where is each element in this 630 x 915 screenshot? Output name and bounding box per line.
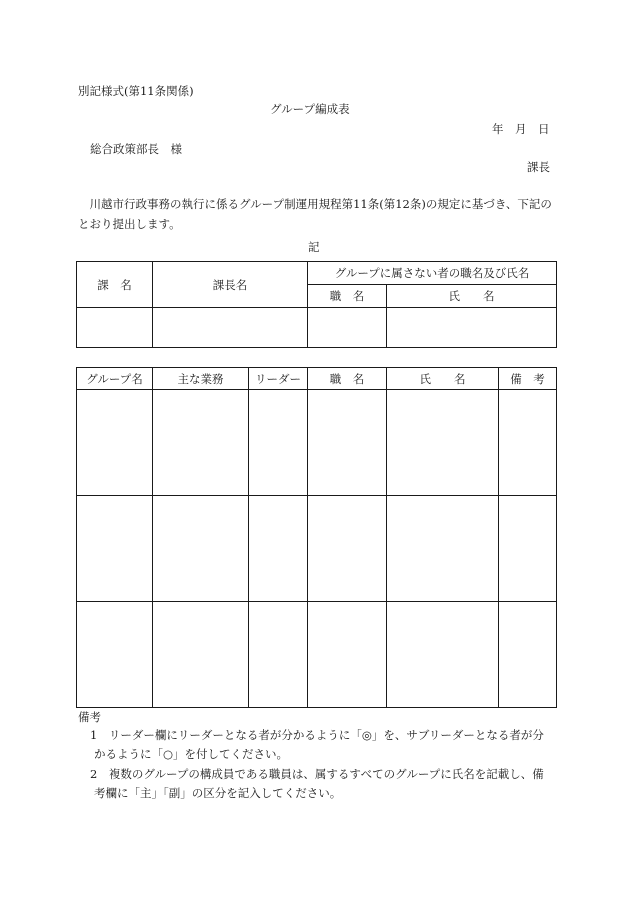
header-chief: 課長名: [153, 262, 308, 308]
header-leader: リーダー: [249, 368, 308, 390]
note-item-2-cont: 考欄に「主」「副」の区分を記入してください。: [94, 786, 342, 800]
table-cell: [153, 602, 249, 708]
table-cell: [308, 390, 387, 496]
header-main-duties: 主な業務: [153, 368, 249, 390]
cell-section: [77, 308, 153, 348]
header-position: 職 名: [308, 285, 387, 308]
header-name: 氏 名: [387, 368, 499, 390]
header-position: 職 名: [308, 368, 387, 390]
table-row: [77, 496, 557, 602]
body-paragraph: 川越市行政事務の執行に係るグループ制運用規程第11条(第12条)の規定に基づき、下記のとおり提出します。: [78, 197, 552, 231]
table-cell: [153, 390, 249, 496]
date-line: 年 月 日: [492, 122, 550, 136]
table-cell: [499, 496, 557, 602]
group-table: [76, 367, 557, 708]
addressee: 総合政策部長 様: [90, 142, 182, 156]
table-cell: [249, 496, 308, 602]
table-cell: [77, 602, 153, 708]
document-title: グループ編成表: [270, 102, 350, 116]
note-item-2: 2 複数のグループの構成員である職員は、属するすべてのグループに氏名を記載し、備: [90, 767, 544, 781]
header-group-name: グループ名: [77, 368, 153, 390]
ki-label: 記: [308, 240, 320, 254]
cell-position: [308, 308, 387, 348]
notes-heading: 備考: [78, 710, 101, 724]
table-cell: [499, 602, 557, 708]
table-cell: [387, 390, 499, 496]
summary-table: [76, 261, 557, 348]
table-row: [77, 390, 557, 496]
header-section: 課 名: [77, 262, 153, 308]
note-item-1-cont: かるように「○」を付してください。: [94, 747, 289, 761]
table-cell: [153, 496, 249, 602]
table-cell: [499, 390, 557, 496]
form-label: 別記様式(第11条関係): [78, 84, 194, 98]
table-cell: [387, 496, 499, 602]
table-cell: [249, 390, 308, 496]
table-cell: [249, 602, 308, 708]
header-nongroup: グループに属さない者の職名及び氏名: [308, 262, 557, 285]
table-cell: [308, 496, 387, 602]
sender: 課長: [527, 160, 550, 174]
cell-chief: [153, 308, 308, 348]
table-cell: [308, 602, 387, 708]
table-cell: [77, 390, 153, 496]
header-remarks: 備 考: [499, 368, 557, 390]
table-cell: [77, 496, 153, 602]
note-item-1: 1 リーダー欄にリーダーとなる者が分かるように「◎」を、サブリーダーとなる者が分: [90, 728, 544, 742]
table-row: [77, 602, 557, 708]
cell-name: [387, 308, 557, 348]
table-cell: [387, 602, 499, 708]
header-name: 氏 名: [387, 285, 557, 308]
